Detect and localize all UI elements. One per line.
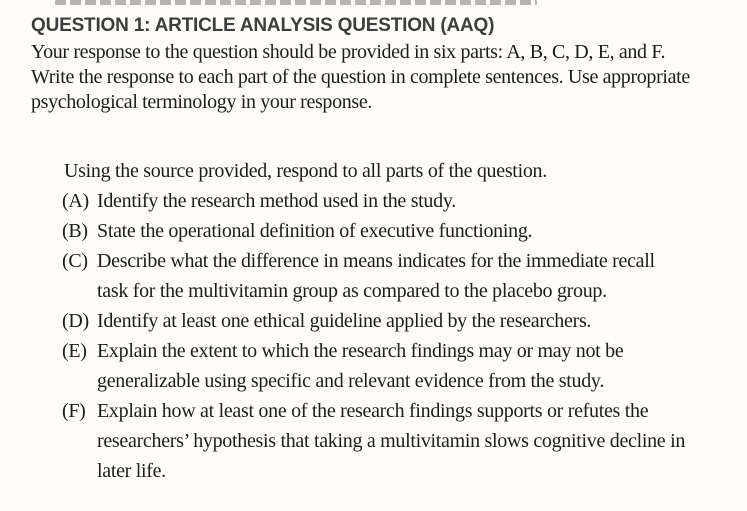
- part-label: (E): [62, 340, 87, 362]
- part-label: (D): [62, 310, 89, 332]
- part-text-line: Identify the research method used in the study.: [97, 190, 456, 212]
- question-part-e: [62, 336, 685, 396]
- part-text: [97, 396, 685, 486]
- part-text: [97, 246, 655, 306]
- part-text-line: task for the multivitamin group as compared to the placebo group.: [97, 280, 607, 302]
- part-label: (B): [62, 220, 88, 242]
- question-prompt: [62, 156, 685, 486]
- part-text-line: Describe what the difference in means indicates for the immediate recall: [97, 250, 655, 272]
- intro-line: psychological terminology in your response.: [31, 91, 372, 113]
- part-text-line: generalizable using specific and relevant evidence from the study.: [97, 370, 605, 392]
- question-part-c: [62, 246, 685, 306]
- part-text: [97, 306, 591, 336]
- intro-line: Write the response to each part of the question in complete sentences. Use appropriate: [31, 66, 690, 88]
- part-text: [97, 336, 623, 396]
- part-label: (C): [62, 250, 88, 272]
- part-text-line: Explain the extent to which the research findings may or may not be: [97, 340, 624, 362]
- question-heading: QUESTION 1: ARTICLE ANALYSIS QUESTION (AAQ): [31, 15, 495, 36]
- cropped-text-remnant: [55, 0, 537, 5]
- part-text-line: State the operational definition of executive functioning.: [97, 220, 533, 242]
- part-text-line: researchers’ hypothesis that taking a multivitamin slows cognitive decline in: [97, 430, 686, 452]
- intro-paragraph: [31, 40, 690, 115]
- question-part-f: [62, 396, 685, 486]
- part-text: [97, 186, 456, 216]
- question-part-d: [62, 306, 685, 336]
- question-part-a: [62, 186, 685, 216]
- part-text-line: Identify at least one ethical guideline applied by the researchers.: [97, 310, 592, 332]
- part-label: (F): [62, 400, 86, 422]
- prompt-lead: Using the source provided, respond to all parts of the question.: [64, 160, 547, 182]
- part-text: [97, 216, 532, 246]
- part-label: (A): [62, 190, 89, 212]
- intro-line: Your response to the question should be provided in six parts: A, B, C, D, E, and F.: [31, 41, 666, 63]
- part-text-line: Explain how at least one of the research findings supports or refutes the: [97, 400, 649, 422]
- part-text-line: later life.: [97, 460, 166, 482]
- question-part-b: [62, 216, 685, 246]
